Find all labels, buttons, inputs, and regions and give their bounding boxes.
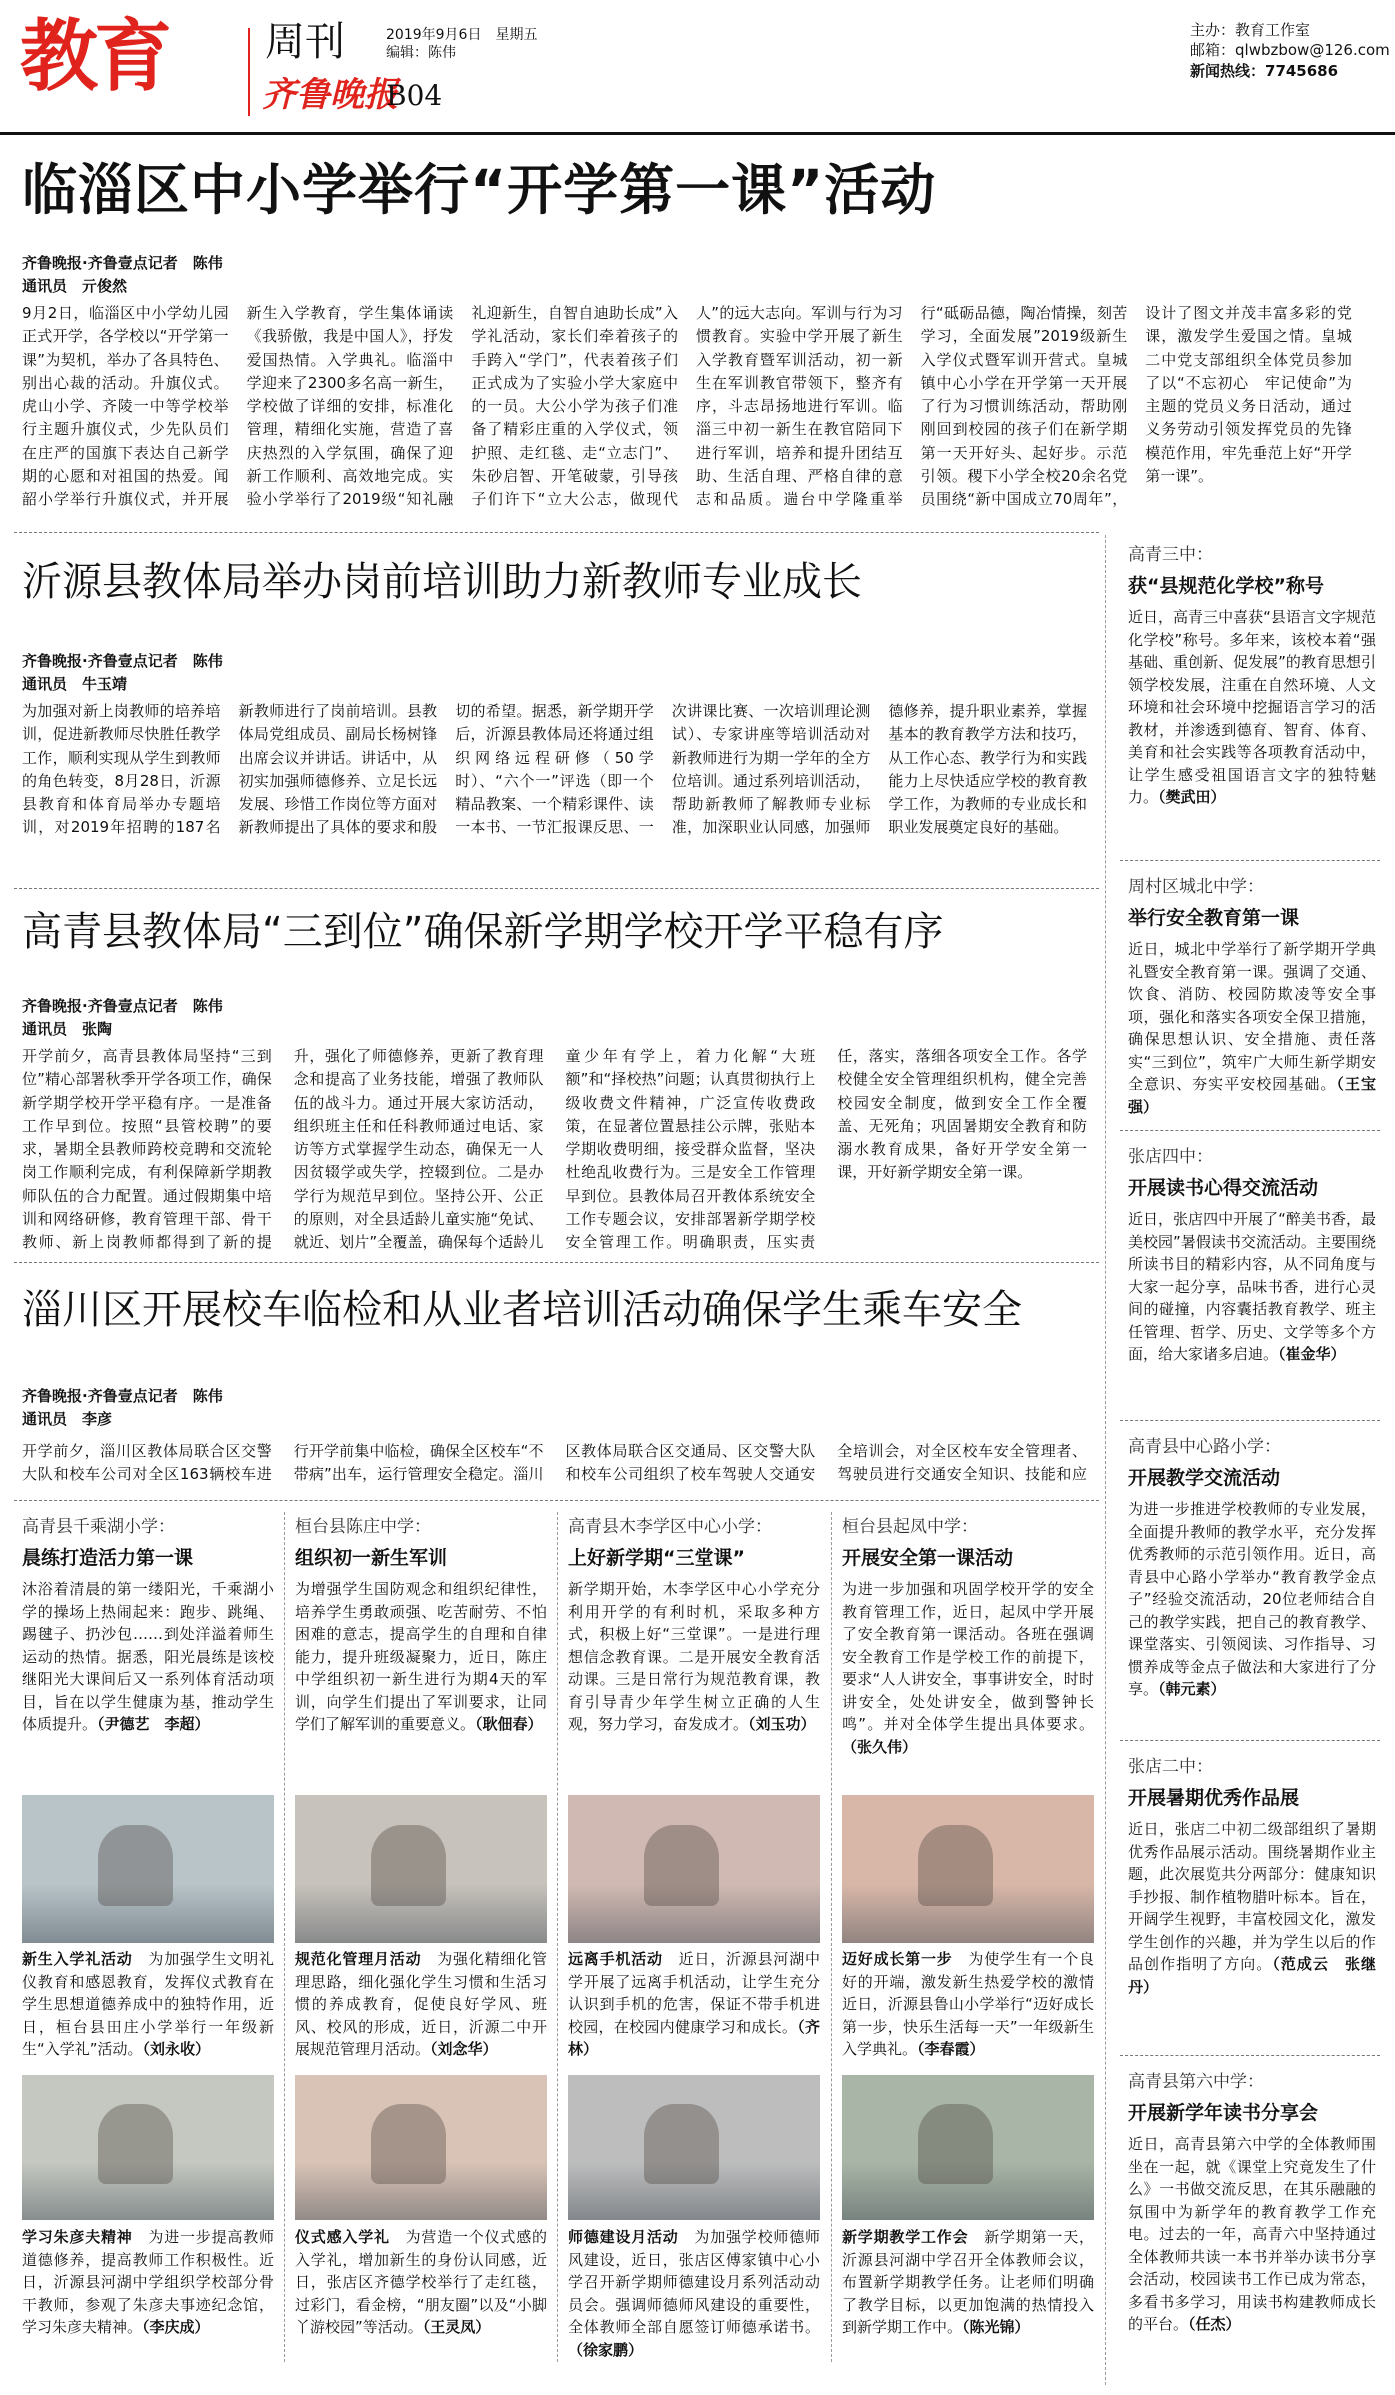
article-1-text: 9月2日，临淄区中小学幼儿园正式开学，各学校以“开学第一课”为契机，举办了各具特色、别出心裁的活动。升旗仪式。虎山小学、齐陵一中等学校举行主题升旗仪式，少先队员们在庄严的国旗下表达自己新学期的心愿和对祖国的热爱。闻韶小学举行升旗仪式，并开展新生入学教育，学生集体诵读《我骄傲，我是中国人》，抒发爱国热情。入学典礼。临淄中学迎来了2300多名高一新生，学校做了详细的安排，标准化管理，精细化实施，营造了喜庆热烈的入学氛围，确保了迎新工作顺利、高效地完成。实验小学举行了2019级“知礼融礼迎新生，自智自迪助长成”入学礼活动，家长们牵着孩子的手跨入“学门”，代表着孩子们正式成为了实验小学大家庭中的一员。大公小学为孩子们准备了精彩庄重的入学仪式，领护照、走红毯、走“立志门”、朱砂启智、开笔破蒙，引导孩子们许下“立大公志，做现代人”的远大志向。军训与行为习惯教育。实验中学开展了新生入学教育暨军训活动，初一新生在军训教官带领下，整齐有序，斗志昂扬地进行军训。临淄三中初一新生在教官陪同下进行军训，培养和提升团结互助、生活自理、严格自律的意志和品质。遄台中学隆重举行“砥砺品德，陶冶情操，刻苦学习，全面发展”2019级新生入学仪式暨军训开营式。皇城镇中心小学在开学第一天开展了行为习惯训练活动，帮助刚刚回到校园的孩子们在新学期第一天开好头、起好步。示范引领。稷下小学全校20余名党员围绕“新中国成立70周年”，设计了图文并茂丰富多彩的党课，激发学生爱国之情。皇城二中党支部组织全体党员参加了以“不忘初心 牢记使命”为主题的党员义务日活动，通过义务劳动引领发挥党员的先锋模范作用，牢先垂范上好“开学第一课”。 xyxy=(22,304,1352,508)
photo xyxy=(22,2075,274,2220)
masthead-meta xyxy=(386,26,537,62)
photo-caption xyxy=(842,2226,1094,2376)
caption-text: 为加强学校师德师风建设，近日，张店区傅家镇中心小学召开新学期师德建设月系列活动动员会。强调师德师风建设的重要性，全体教师全部自愿签订师德承诺书。 xyxy=(568,2228,820,2336)
column-divider xyxy=(284,1512,285,2362)
photo-caption xyxy=(295,2226,547,2376)
article-3-byline: 齐鲁晚报·齐鲁壹点记者 陈伟 通讯员 张陶 xyxy=(22,997,223,1038)
caption-title: 规范化管理月活动 xyxy=(295,1950,422,1968)
brief-2 xyxy=(295,1512,547,1782)
sidebar-credit: （韩元素） xyxy=(1158,1680,1226,1698)
caption-credit: （齐林） xyxy=(568,2017,820,2058)
host: 主办：教育工作室 xyxy=(1190,21,1311,39)
brief-title: 上好新学期“三堂课” xyxy=(568,1547,745,1569)
photo xyxy=(22,1795,274,1943)
brief-title: 开展安全第一课活动 xyxy=(842,1547,1014,1569)
brief-credit: （刘玉功） xyxy=(748,1715,816,1733)
sidebar-item-1 xyxy=(1128,540,1376,850)
article-2-byline: 齐鲁晚报·齐鲁壹点记者 陈伟 通讯员 牛玉靖 xyxy=(22,652,223,693)
photo xyxy=(842,2075,1094,2220)
page-number: B04 xyxy=(386,79,443,112)
article-4-headline: 淄川区开展校车临检和从业者培训活动确保学生乘车安全 xyxy=(22,1287,1022,1333)
contact-info xyxy=(1190,20,1390,81)
caption-credit: （徐家鹏） xyxy=(568,2340,644,2359)
caption-text: 新学期第一天，沂源县河湖中学召开全体教师会议，布置新学期教学任务。让老师们明确了教学目标，以更加饱满的热情投入到新学期工作中。 xyxy=(842,2228,1094,2336)
sidebar-body xyxy=(1128,1208,1376,1413)
hotline: 新闻热线：7745686 xyxy=(1190,61,1339,80)
sidebar-body xyxy=(1128,1498,1376,1733)
brief-body xyxy=(22,1578,274,1783)
caption-text: 为强化精细化管理思路，细化强化学生习惯和生活习惯的养成教育，促使良好学风、班风、校风的形成，近日，沂源二中开展规范管理月活动。 xyxy=(295,1950,547,2058)
right-column-divider xyxy=(1105,535,1106,2385)
separator xyxy=(1120,860,1380,861)
sidebar-item-3 xyxy=(1128,1142,1376,1412)
brief-credit: （尹德艺 李超） xyxy=(97,1715,210,1733)
sidebar-credit: （范成云 张继丹） xyxy=(1128,1955,1376,1996)
sidebar-credit: （樊武田） xyxy=(1158,788,1226,806)
separator xyxy=(14,1500,1099,1501)
separator xyxy=(14,888,1099,889)
caption-title: 仪式感入学礼 xyxy=(295,2228,390,2246)
separator xyxy=(14,532,1099,533)
brief-body xyxy=(568,1578,820,1783)
brief-body xyxy=(295,1578,547,1783)
sidebar-title: 开展暑期优秀作品展 xyxy=(1128,1787,1300,1809)
article-4-body xyxy=(22,1440,1087,1492)
caption-credit: （王灵凤） xyxy=(422,2318,491,2336)
sidebar-title: 开展教学交流活动 xyxy=(1128,1467,1281,1489)
photo xyxy=(842,1795,1094,1943)
caption-title: 新生入学礼活动 xyxy=(22,1950,133,1968)
photo xyxy=(295,1795,547,1943)
caption-text: 为营造一个仪式感的入学礼，增加新生的身份认同感，近日，张店区齐德学校举行了走红毯，过彩门，看金榜，“朋友圈”以及“小脚丫游校园”等活动。 xyxy=(295,2228,547,2336)
caption-credit: （陈光锦） xyxy=(962,2318,1030,2336)
caption-title: 远离手机活动 xyxy=(568,1950,663,1968)
sidebar-text: 为进一步推进学校教师的专业发展，全面提升教师的教学水平，充分发挥优秀教师的示范引领作用。近日，高青县中心路小学举办“教育教学金点子”经验交流活动，20位老师结合自己的教学实践，把自己的教育教学、课堂落实、引领阅读、习作指导、习惯养成等金点子做法和大家进行了分享。 xyxy=(1128,1500,1376,1698)
paper-logo: 齐鲁晚报 xyxy=(262,75,398,115)
brief-school: 桓台县陈庄中学： xyxy=(295,1517,431,1537)
sidebar-credit: （任杰） xyxy=(1188,2315,1241,2333)
photo-caption xyxy=(22,2226,274,2376)
sidebar-item-5 xyxy=(1128,1752,1376,2047)
brief-school: 高青县千乘湖小学： xyxy=(22,1517,175,1537)
sidebar-body xyxy=(1128,606,1376,851)
brief-credit: （耿佃春） xyxy=(475,1715,543,1733)
photo-caption xyxy=(568,1948,820,2063)
article-2-body xyxy=(22,700,1087,880)
caption-text: 为加强学生文明礼仪教育和感恩教育，发挥仪式教育在学生思想道德养成中的独特作用，近日，桓台县田庄小学举行一年级新生“入学礼”活动。 xyxy=(22,1950,274,2058)
sidebar-title: 举行安全教育第一课 xyxy=(1128,907,1300,929)
sidebar-body xyxy=(1128,1818,1376,2048)
caption-title: 新学期教学工作会 xyxy=(842,2228,969,2246)
photo xyxy=(568,2075,820,2220)
separator xyxy=(1120,1740,1380,1741)
brief-title: 组织初一新生军训 xyxy=(295,1547,448,1569)
caption-credit: （刘念华） xyxy=(430,2040,498,2058)
photo xyxy=(295,2075,547,2220)
brief-school: 桓台县起凤中学： xyxy=(842,1517,978,1537)
sidebar-text: 近日，高青三中喜获“县语言文字规范化学校”称号。多年来，该校本着“强基础、重创新、促发展”的教育思想引领学校发展，注重在自然环境、人文环境和社会环境中挖掘语言学习的活教材，并渗透到德育、智育、体育、美育和社会实践等各项教育活动中，让学生感受祖国语言文字的独特魅力。 xyxy=(1128,608,1376,806)
brief-text: 沐浴着清晨的第一缕阳光，千乘湖小学的操场上热闹起来：跑步、跳绳、踢毽子、扔沙包……到处洋溢着师生运动的热情。据悉，阳光晨练是该校继阳光大课间后又一系列体育活动项目，旨在以学生健康为基，推动学生体质提升。 xyxy=(22,1580,274,1733)
sidebar-title: 开展读书心得交流活动 xyxy=(1128,1177,1319,1199)
brief-4 xyxy=(842,1512,1094,1782)
photo-caption xyxy=(842,1948,1094,2063)
sidebar-body xyxy=(1128,2133,1376,2383)
sidebar-text: 近日，高青县第六中学的全体教师围坐在一起，就《课堂上究竟发生了什么》一书做交流反思，在其乐融融的氛围中为新学年的教育教学工作充电。过去的一年，高青六中坚持通过全体教师共读一本书并举办读书分享会活动，校园读书工作已成为常态，多看书多学习，用读书构建教师成长的平台。 xyxy=(1128,2135,1376,2333)
column-divider xyxy=(831,1512,832,2362)
caption-text: 为使学生有一个良好的开端，激发新生热爱学校的激情近日，沂源县鲁山小学举行“迈好成长第一步，快乐生活每一天”一年级新生入学典礼。 xyxy=(842,1950,1094,2058)
caption-credit: （刘永收） xyxy=(142,2040,211,2058)
masthead-divider xyxy=(248,28,250,116)
separator xyxy=(1120,1130,1380,1131)
article-2-text: 为加强对新上岗教师的培养培训，促进新教师尽快胜任教学工作，顺利实现从学生到教师的角色转变，8月28日，沂源县教育和体育局举办专题培训，对2019年招聘的187名新教师进行了岗前培训。县教体局党组成员、副局长杨树锋出席会议并讲话。讲话中，从初实加强师德修养、立足长远发展、珍惜工作岗位等方面对新教师提出了具体的要求和殷切的希望。据悉，新学期开学后，沂源县教体局还将通过组织网络远程研修（50学时）、“六个一”评选（即一个精品教案、一个精彩课件、读一本书、一节汇报课反思、一次讲课比赛、一次培训理论测试）、专家讲座等培训活动对新教师进行为期一学年的全方位培训。通过系列培训活动，帮助新教师了解教师专业标准，加深职业认同感，加强师德修养，提升职业素养，掌握基本的教育教学方法和技巧，从工作心态、教学行为和实践能力上尽快适应学校的教育教学工作，为教师的专业成长和职业发展奠定良好的基础。 xyxy=(22,702,1087,837)
sidebar-text: 近日，城北中学举行了新学期开学典礼暨安全教育第一课。强调了交通、饮食、消防、校园防欺凌等安全事项，强化和落实各项安全保卫措施，确保思想认识、安全措施、责任落实“三到位”，筑牢广大师生新学期安全意识、夯实平安校园基础。 xyxy=(1128,940,1376,1093)
email: 邮箱：qlwbzbow@126.com xyxy=(1190,41,1390,60)
article-3-headline: 高青县教体局“三到位”确保新学期学校开学平稳有序 xyxy=(22,909,944,955)
sidebar-credit: （王宝强） xyxy=(1128,1075,1376,1116)
caption-text: 近日，沂源县河湖中学开展了远离手机活动，让学生充分认识到手机的危害，保证不带手机进校园，在校园内健康学习和成长。 xyxy=(568,1950,820,2036)
sidebar-school: 高青县中心路小学： xyxy=(1128,1437,1281,1457)
article-4-byline: 齐鲁晚报·齐鲁壹点记者 陈伟 通讯员 李彦 xyxy=(22,1387,223,1428)
separator xyxy=(14,1262,1099,1263)
caption-title: 迈好成长第一步 xyxy=(842,1950,953,1968)
sidebar-school: 张店四中： xyxy=(1128,1147,1213,1167)
issue-date: 2019年9月6日 星期五 xyxy=(386,27,538,43)
sidebar-school: 高青三中： xyxy=(1128,545,1213,565)
caption-title: 师德建设月活动 xyxy=(568,2228,679,2246)
sidebar-text: 近日，张店二中初二级部组织了暑期优秀作品展示活动。围绕暑期作业主题，此次展览共分两部分：健康知识手抄报、制作植物腊叶标本。旨在，开阔学生视野，丰富校园文化，激发学生创作的兴趣，并为学生以后的作品创作指明了方向。 xyxy=(1128,1820,1376,1973)
sidebar-title: 获“县规范化学校”称号 xyxy=(1128,575,1324,597)
brief-3 xyxy=(568,1512,820,1782)
weekly-label: 周刊 xyxy=(265,19,345,65)
masthead-rule xyxy=(0,132,1395,135)
article-1-headline: 临淄区中小学举行“开学第一课”活动 xyxy=(22,158,937,222)
brief-text: 为增强学生国防观念和组织纪律性，培养学生勇敢顽强、吃苦耐劳、不怕困难的意志，提高学生的自理和自律能力，提升班级凝聚力，近日，陈庄中学组织初一新生进行为期4天的军训，向学生们提出了军训要求，让同学们了解军训的重要意义。 xyxy=(295,1580,547,1733)
separator xyxy=(1120,1420,1380,1421)
sidebar-text: 近日，张店四中开展了“醉美书香，最美校园”暑假读书交流活动。主要围绕所读书目的精彩内容，从不同角度与大家一起分享，品味书香，进行心灵间的碰撞，内容囊括教育教学、班主任管理、哲学、历史、文学等多个方面，给大家诸多启迪。 xyxy=(1128,1210,1376,1363)
brief-body xyxy=(842,1578,1094,1783)
brief-credit: （张久伟） xyxy=(842,1737,918,1756)
brief-school: 高青县木李学区中心小学： xyxy=(568,1517,772,1537)
brief-title: 晨练打造活力第一课 xyxy=(22,1547,194,1569)
brief-text: 新学期开始，木李学区中心小学充分利用开学的有利时机，采取多种方式，积极上好“三堂课”。一是进行理想信念教育课。二是开展安全教育活动课。三是日常行为规范教育课，教育引导青少年学生树立正确的人生观，努力学习，奋发成才。 xyxy=(568,1580,820,1733)
photo-caption xyxy=(295,1948,547,2063)
brief-1 xyxy=(22,1512,274,1782)
caption-title: 学习朱彦夫精神 xyxy=(22,2228,133,2246)
column-divider xyxy=(557,1512,558,2362)
sidebar-credit: （崔金华） xyxy=(1278,1345,1346,1363)
sidebar-item-6 xyxy=(1128,2067,1376,2382)
sidebar-item-2 xyxy=(1128,872,1376,1122)
article-1-byline: 齐鲁晚报·齐鲁壹点记者 陈伟 通讯员 亓俊然 xyxy=(22,254,223,295)
article-4-text: 开学前夕，淄川区教体局联合区交警大队和校车公司对全区163辆校车进行开学前集中临检，确保全区校车“不带病”出车，运行管理安全稳定。淄川区教体局联合区交通局、区交警大队和校车公司组织了校车驾驶人交通安全培训会，对全区校车安全管理者、驾驶员进行交通安全知识、技能和应 xyxy=(22,1442,1087,1484)
article-1-body xyxy=(22,302,1352,522)
sidebar-body xyxy=(1128,938,1376,1123)
sidebar-item-4 xyxy=(1128,1432,1376,1732)
section-title: 教育 xyxy=(20,12,169,102)
caption-credit: （李春霞） xyxy=(917,2040,985,2058)
sidebar-school: 高青县第六中学： xyxy=(1128,2072,1264,2092)
article-2-headline: 沂源县教体局举办岗前培训助力新教师专业成长 xyxy=(22,559,862,605)
photo-caption xyxy=(22,1948,274,2063)
article-3-body xyxy=(22,1045,1087,1255)
editor-name: 编辑：陈伟 xyxy=(386,45,456,62)
caption-text: 为进一步提高教师道德修养，提高教师工作积极性。近日，沂源县河湖中学组织学校部分骨干教师，参观了朱彦夫事迹纪念馆，学习朱彦夫精神。 xyxy=(22,2228,274,2336)
photo xyxy=(568,1795,820,1943)
sidebar-title: 开展新学年读书分享会 xyxy=(1128,2102,1319,2124)
caption-credit: （李庆成） xyxy=(142,2318,210,2336)
sidebar-school: 周村区城北中学： xyxy=(1128,877,1264,897)
article-3-text: 开学前夕，高青县教体局坚持“三到位”精心部署秋季开学各项工作，确保新学期学校开学平稳有序。一是准备工作早到位。按照“县管校聘”的要求，暑期全县教师跨校竞聘和交流轮岗工作顺利完成，有利保障新学期教师队伍的合力配置。通过假期集中培训和网络研修，教育管理干部、骨干教师、新上岗教师都得到了新的提升，强化了师德修养，更新了教育理念和提高了业务技能，增强了教师队伍的战斗力。通过开展大家访活动，组织班主任和任科教师通过电话、家访等方式掌握学生动态，确保无一人因贫辍学或失学，控辍到位。二是办学行为规范早到位。坚持公开、公正的原则，对全县适龄儿童实施“免试、就近、划片”全覆盖，确保每个适龄儿童少年有学上，着力化解“大班额”和“择校热”问题；认真贯彻执行上级收费文件精神，广泛宣传收费政策，在显著位置悬挂公示牌，张贴本学期收费明细，接受群众监督，坚决杜绝乱收费行为。三是安全工作管理早到位。县教体局召开教体系统安全工作专题会议，安排部署新学期学校安全管理工作。明确职责，压实责任，落实，落细各项安全工作。各学校健全安全管理组织机构，健全完善校园安全制度，做到安全工作全覆盖、无死角；巩固暑期安全教育和防溺水教育成果，备好开学安全第一课，开好新学期安全第一课。 xyxy=(22,1047,1087,1251)
separator xyxy=(1120,2055,1380,2056)
brief-text: 为进一步加强和巩固学校开学的安全教育管理工作，近日，起凤中学开展了安全教育第一课活动。各班在强调安全教育工作是学校工作的前提下，要求“人人讲安全，事事讲安全，时时讲安全，处处讲安全，做到警钟长鸣”。并对全体学生提出具体要求。 xyxy=(842,1580,1094,1733)
sidebar-school: 张店二中： xyxy=(1128,1757,1213,1777)
photo-caption xyxy=(568,2226,820,2376)
